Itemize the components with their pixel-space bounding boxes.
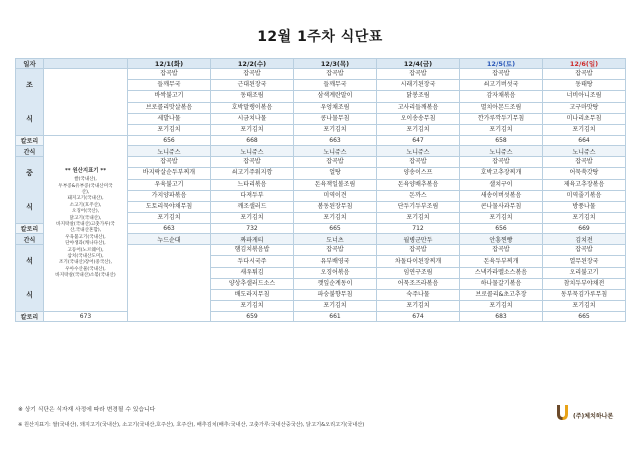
dinner-label	[16, 245, 44, 312]
menu-item: 도토리묵야채무침	[128, 201, 211, 212]
snack-item: 도너츠	[294, 234, 377, 245]
menu-item: 잡곡밥	[377, 157, 460, 168]
dinner-label-top: 석	[26, 257, 33, 266]
menu-item: 멸치아몬드조림	[460, 102, 543, 113]
menu-item: 잡곡밥	[543, 245, 626, 256]
day-header-1: 12/2(수)	[211, 59, 294, 69]
snack-item: 안흥찐빵	[460, 234, 543, 245]
menu-item: 포기김치	[460, 124, 543, 135]
origin-note-line: 돼지고기(국내산),	[67, 196, 104, 202]
calorie-label: 칼로리	[16, 136, 44, 146]
menu-item: 포기김치	[377, 124, 460, 135]
menu-item: 잡곡밥	[128, 69, 211, 80]
menu-item: 잡곡밥	[460, 157, 543, 168]
menu-item: 햄김치볶음밥	[211, 245, 294, 256]
snack-item: 노니쥬스	[543, 146, 626, 157]
menu-item: 미나리초무침	[543, 113, 626, 124]
menu-item: 돈육두부찌개	[460, 256, 543, 267]
menu-item: 깨조샐러드	[211, 201, 294, 212]
menu-item: 고사리들깨볶음	[377, 102, 460, 113]
menu-item: 미역줄기볶음	[543, 190, 626, 201]
menu-item: 바지락살순두부찌개	[128, 168, 211, 179]
calorie-value: 663	[294, 136, 377, 146]
calorie-value: 674	[377, 312, 460, 322]
menu-item: 잡곡밥	[211, 69, 294, 80]
menu-item: 참치두부야채전	[543, 278, 626, 289]
snack-item: 누드순대	[128, 234, 211, 245]
menu-item: 동태탕	[543, 80, 626, 91]
company-logo-icon	[556, 404, 569, 421]
menu-item: 잡곡밥	[294, 157, 377, 168]
company-logo	[556, 404, 626, 424]
menu-item: 고구마맛탕	[543, 102, 626, 113]
menu-item: 제육고추장볶음	[543, 179, 626, 190]
origin-note-line: 조기(국내산)장어(중국산),	[58, 260, 112, 266]
menu-item: 포기김치	[294, 301, 377, 312]
menu-item: 근대된장국	[211, 80, 294, 91]
note-header-cell	[44, 59, 128, 69]
menu-item: 얼탕	[294, 168, 377, 179]
menu-item: 포기김치	[460, 301, 543, 312]
menu-item: 오이송송무침	[377, 113, 460, 124]
menu-item: 잡곡밥	[543, 69, 626, 80]
header-row	[16, 59, 626, 69]
menu-item: 깻잎순계동이	[294, 278, 377, 289]
menu-item: 어묵쑥갓탕	[543, 168, 626, 179]
menu-item: 돈까스	[377, 190, 460, 201]
menu-item: 포기김치	[543, 301, 626, 312]
calorie-value: 661	[294, 312, 377, 322]
menu-item: 가지양파볶음	[128, 190, 211, 201]
breakfast-label-bottom: 식	[26, 115, 33, 124]
day-header-5: 12/6(일)	[543, 59, 626, 69]
menu-item: 들깨무국	[128, 80, 211, 91]
calorie-value: 665	[294, 224, 377, 234]
calorie-value: 656	[460, 224, 543, 234]
dinner-note-cell	[128, 245, 211, 322]
menu-item: 세발나물	[128, 113, 211, 124]
breakfast-label-top: 조	[26, 81, 33, 90]
snack-label: 간식	[16, 146, 44, 157]
calorie-value: 669	[543, 224, 626, 234]
menu-item: 포기김치	[211, 301, 294, 312]
origin-note-line: 오징어(국산),	[71, 209, 100, 215]
menu-item: 우엉채조림	[294, 102, 377, 113]
calorie-value: 659	[211, 312, 294, 322]
snack-item: 짜파게티	[211, 234, 294, 245]
menu-item: 숙주나물	[377, 290, 460, 301]
menu-item: 동부묵김가루무침	[543, 290, 626, 301]
menu-item: 잡곡밥	[211, 157, 294, 168]
menu-item: 쇠고기주워지깡	[211, 168, 294, 179]
menu-item: 새송이버섯볶음	[460, 190, 543, 201]
origin-note-line: 산,국내산혼합),	[69, 228, 102, 234]
menu-item: 포기김치	[128, 124, 211, 135]
menu-item: 배도라지무침	[211, 290, 294, 301]
menu-item: 너비아니조림	[543, 91, 626, 102]
snack-item: 노니쥬스	[294, 146, 377, 157]
menu-item: 동태조림	[211, 91, 294, 102]
menu-item: 어묵조즈라볶음	[377, 278, 460, 289]
day-header-4: 12/5(토)	[460, 59, 543, 69]
origin-note-line: 단야생과(캐나다산),	[65, 241, 106, 247]
lunch-label-bottom: 식	[26, 203, 33, 212]
calorie-value: 663	[128, 224, 211, 234]
origin-note-line: 바지락살(국내산)소볶(국내산)	[55, 273, 116, 279]
menu-item: 들깨무국	[294, 80, 377, 91]
menu-item: 방풍나물	[543, 201, 626, 212]
menu-item: 느타리볶음	[211, 179, 294, 190]
menu-item: 포기김치	[211, 213, 294, 224]
menu-item: 포기김치	[294, 213, 377, 224]
calorie-value: 658	[460, 136, 543, 146]
origin-note-line: 바지락살(국내산)고춧가루(국	[56, 222, 115, 228]
menu-item: 하나물갈기볶음	[460, 278, 543, 289]
snack-item: 월병군만두	[377, 234, 460, 245]
menu-item: 오징어볶음	[294, 267, 377, 278]
breakfast-calorie-row	[16, 136, 626, 146]
snack-item: 노니쥬스	[211, 146, 294, 157]
menu-item: 미역이견	[294, 190, 377, 201]
menu-item: 두다시국주	[211, 256, 294, 267]
page-title: 12월 1주차 식단표	[257, 29, 383, 45]
menu-item: 콩나물무침	[294, 113, 377, 124]
calorie-value: 647	[377, 136, 460, 146]
menu-item: 단두기두부조림	[377, 201, 460, 212]
origin-notes	[44, 136, 128, 312]
menu-item: 잡곡밥	[460, 69, 543, 80]
calorie-label: 칼로리	[16, 312, 44, 322]
menu-item: 잡곡밥	[128, 157, 211, 168]
footer-origin: ※ 원산지표기: 쌀(국내산), 돼지고기(국내산), 소고기(국내산,호주산), 호주산), 배추김치(배추:국내산, 고춧가루:국내산중국산), 닭고기&오리고기(국내산)	[18, 422, 365, 428]
menu-item: 잡곡밥	[543, 157, 626, 168]
menu-item: 포기김치	[543, 213, 626, 224]
lunch-label	[16, 157, 44, 224]
breakfast-note-cell	[44, 69, 128, 136]
menu-item: 브로콜리&초고추장	[460, 290, 543, 301]
menu-item: 쇠고기버섯국	[460, 80, 543, 91]
origin-notes-title: ** 원산지표기 **	[64, 167, 107, 174]
menu-item: 브로콜리맛살볶음	[128, 102, 211, 113]
origin-note-line: 우아수산물(국내산),	[65, 266, 106, 272]
day-header-0: 12/1(화)	[128, 59, 211, 69]
menu-item: 포기김치	[377, 213, 460, 224]
company-name: (주)체치하나론	[573, 413, 614, 420]
calorie-value: 668	[211, 136, 294, 146]
calorie-value: 673	[44, 312, 128, 322]
menu-item: 잡곡밥	[294, 69, 377, 80]
menu-item: 포기김치	[543, 124, 626, 135]
menu-item: 잡곡밥	[377, 69, 460, 80]
breakfast-label	[16, 69, 44, 136]
breakfast-row	[16, 69, 626, 80]
menu-item: 포기김치	[211, 124, 294, 135]
menu-item: 시래기된장국	[377, 80, 460, 91]
origin-note-line: 쌀(국내산),	[74, 177, 97, 183]
menu-item: 열무된장국	[543, 256, 626, 267]
menu-item: 포기김치	[460, 213, 543, 224]
snack-item: 김치전	[543, 234, 626, 245]
snack-item: 노니쥬스	[377, 146, 460, 157]
menu-item: 양송이스프	[377, 168, 460, 179]
menu-item: 바싹불고기	[128, 91, 211, 102]
origin-note-line: 산),	[81, 190, 90, 196]
menu-item: 닭봉조림	[377, 91, 460, 102]
menu-item: 감자채볶음	[460, 91, 543, 102]
calorie-value: 656	[128, 136, 211, 146]
menu-item: 잡곡밥	[460, 245, 543, 256]
menu-item: 호박말랭이볶음	[211, 102, 294, 113]
origin-note-line: 닭고기(국내산),	[69, 215, 102, 221]
menu-item: 포기김치	[377, 301, 460, 312]
calorie-value: 665	[543, 312, 626, 322]
menu-item: 삼색계란말이	[294, 91, 377, 102]
origin-note-line: 소고기(호주산),	[69, 202, 102, 208]
menu-item: 호박고추장찌개	[460, 168, 543, 179]
snack-item: 노니쥬스	[128, 146, 211, 157]
menu-item: 봄동된장무침	[294, 201, 377, 212]
lunch-label-top: 중	[26, 169, 33, 178]
menu-item: 돈육잭일볼조림	[294, 179, 377, 190]
dinner-calorie-row	[16, 312, 626, 322]
calorie-value: 732	[211, 224, 294, 234]
menu-item: 잡곡밥	[294, 245, 377, 256]
snack-item: 노니쥬스	[460, 146, 543, 157]
origin-note-line: 고등어(노르웨이),	[67, 247, 104, 253]
menu-item: 돈육양배추볶음	[377, 179, 460, 190]
menu-item: 포기김치	[128, 213, 211, 224]
menu-item: 스낵카라멜소스볶음	[460, 267, 543, 278]
calorie-value: 712	[377, 224, 460, 234]
menu-item: 포기김치	[294, 124, 377, 135]
dinner-label-bottom: 식	[26, 291, 33, 300]
menu-item: 샐치구이	[460, 179, 543, 190]
menu-item: 양상추샐러드소스	[211, 278, 294, 289]
footer-notice: ※ 상기 식단은 식자재 사정에 따라 변경될 수 있습니다	[18, 407, 156, 413]
origin-note-line: 두부콩&유부콩(국내산미국	[58, 183, 113, 189]
menu-item: 유부배영국	[294, 256, 377, 267]
origin-note-line: 삼치(국내산도미),	[67, 254, 104, 260]
day-header-2: 12/3(목)	[294, 59, 377, 69]
menu-item: 오리불고기	[543, 267, 626, 278]
date-label: 일자	[16, 59, 44, 69]
calorie-value: 683	[460, 312, 543, 322]
origin-note-line: 우육불고기(국내산),	[65, 234, 106, 240]
day-header-3: 12/4(금)	[377, 59, 460, 69]
menu-item: 콘나물사과무침	[460, 201, 543, 212]
menu-item: 시금치나물	[211, 113, 294, 124]
calorie-label: 칼로리	[16, 224, 44, 234]
snack-label: 간식	[16, 234, 44, 245]
menu-item: 임연구조림	[377, 267, 460, 278]
menu-item: 새우튀김	[211, 267, 294, 278]
menu-table	[15, 58, 626, 322]
menu-item: 우육불고기	[128, 179, 211, 190]
menu-item: 깐가루깍두기무침	[460, 113, 543, 124]
calorie-value: 664	[543, 136, 626, 146]
menu-item: 차돌다이된장찌개	[377, 256, 460, 267]
menu-item: 잡곡밥	[377, 245, 460, 256]
menu-item: 파숭불향무침	[294, 290, 377, 301]
menu-item: 다져두부	[211, 190, 294, 201]
